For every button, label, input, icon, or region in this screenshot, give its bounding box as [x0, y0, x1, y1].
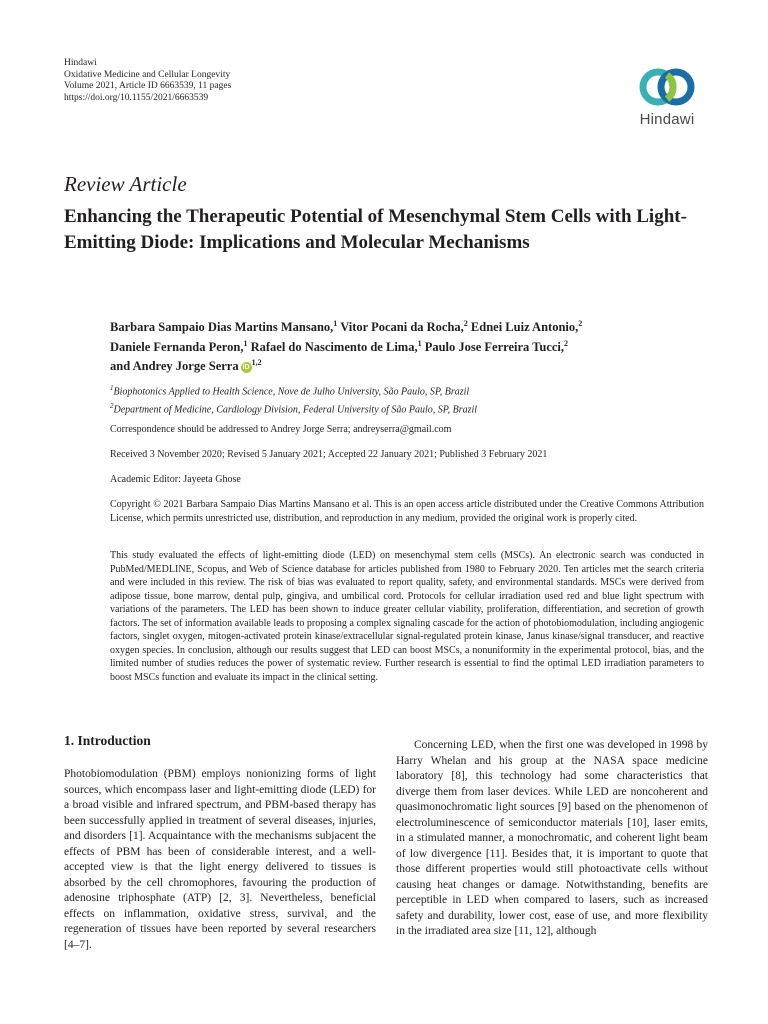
affiliations [110, 381, 477, 418]
abstract: This study evaluated the effects of light-emitting diode (LED) on mesenchymal stem cells (MSCs). An electronic search was conducted in PubMed/MEDLINE, Scopus, and Web of Science database for articles published from 1980 to February 2020. Ten articles met the search criteria and were included in this review. The risk of bias was evaluated to report quality, safety, and environmental standards. MSCs were derived from adipose tissue, bone marrow, dental pulp, gingiva, and umbilical cord. Protocols for cellular irradiation used red and blue light spectrum with variations of the parameters. The LED has been shown to induce greater cellular viability, proliferation, differentiation, and secretion of growth factors. The set of information available leads to proposing a complex signaling cascade for the action of photobiomodulation, including angiogenic factors, singlet oxygen, mitogen-activated protein kinase/extracellular signal-regulated protein kinase, Janus kinase/signal transducer, and reactive oxygen species. In conclusion, although our results suggest that LED can boost MSCs, a nonuniformity in the experimental protocol, bias, and the limited number of studies reduces the power of systematic review. Further research is essential to find the optimal LED irradiation parameters to boost MSCs function and evaluate its impact in the clinical setting. [110, 550, 704, 683]
journal-meta [64, 58, 231, 104]
copyright-notice: Copyright © 2021 Barbara Sampaio Dias Martins Mansano et al. This is an open access article distributed under the Creative Commons Attribution License, which permits unrestricted use, distribution, and reproduction in any medium, provided the original work is properly cited. [110, 499, 704, 524]
author[interactable]: Vitor Pocani da Rocha, [340, 320, 464, 334]
author[interactable]: Ednei Luiz Antonio, [470, 320, 579, 334]
author-affil-sup: 2 [564, 338, 569, 348]
author-affil-sup: 2 [578, 318, 583, 328]
article-type: Review Article [64, 172, 187, 196]
orcid-icon[interactable]: iD [242, 363, 250, 371]
hindawi-logo [628, 64, 706, 128]
author[interactable]: Rafael do Nascimento de Lima, [250, 339, 418, 354]
publication-dates: Received 3 November 2020; Revised 5 January 2021; Accepted 22 January 2021; Published 3 February 2021 [110, 449, 548, 460]
academic-editor: Academic Editor: Jayeeta Ghose [110, 474, 241, 485]
hindawi-logo-icon [636, 64, 698, 110]
author[interactable]: Barbara Sampaio Dias Martins Mansano, [110, 320, 334, 334]
author[interactable]: Daniele Fernanda Peron, [110, 339, 244, 354]
logo-text: Hindawi [639, 111, 695, 128]
doi-link[interactable]: https://doi.org/10.1155/2021/6663539 [64, 92, 209, 103]
affiliation-item: $^2$Department of Medicine, Cardiology Division, Federal University of São Paulo, SP, Brazil [110, 402, 478, 416]
author-affil-sup: 1,2 [251, 357, 262, 367]
author-affil-sup: 2 [463, 318, 468, 328]
body-column-right: Concerning LED, when the first one was developed in 1998 by Harry Whelan and his group at the NASA space medicine laboratory [8], this technology had some characteristics that diverge them from laser devices. While LED are noncoherent and quasimonochromatic light sources [9] based on the phenomenon of electroluminescence of semiconductor materials [10], laser emits, in a stimulated manner, a monochromatic, and coherent light beam of low divergence [11]. Besides that, it is important to quote that those different properties would still photoactivate cells without causing heat changes or damage. Notwithstanding, benefits are perceptible in LED when compared to lasers, such as increased safety and durability, lower cost, ease of use, and more flexibility in the irradiated area size [11, 12], although [396, 739, 708, 937]
publisher-name: Hindawi [64, 58, 97, 68]
author-affil-sup: 1 [417, 338, 422, 348]
article-title: Enhancing the Therapeutic Potential of Mesenchymal Stem Cells with Light-Emitting Diode: Implications and Molecular Mechanisms [64, 206, 687, 253]
author[interactable]: Paulo Jose Ferreira Tucci, [424, 339, 565, 354]
body-column-left: Photobiomodulation (PBM) employs nonionizing forms of light sources, which encompass laser and light-emitting diode (LED) for a broad visible and infrared spectrum, and PBM-based therapy has been successfully applied in treatment of several diseases, injuries, and disorders [1]. Acquaintance with the mechanisms subjacent the effects of PBM has been of considerable interest, and a well-accepted view is that the light energy delivered to tissues is absorbed by the cell chromophores, favouring the production of adenosine triphosphate (ATP) [2, 3]. Nevertheless, beneficial effects on inflammation, oxidative stress, survival, and the regeneration of tissues have been reported by several researchers [4–7]. [64, 768, 376, 951]
journal-name: Oxidative Medicine and Cellular Longevity [64, 69, 231, 80]
section-heading: 1. Introduction [64, 733, 151, 748]
volume-line: Volume 2021, Article ID 6663539, 11 pages [64, 81, 232, 91]
author-affil-sup: 1 [333, 318, 338, 328]
author-list [110, 318, 710, 377]
author[interactable]: and Andrey Jorge Serra [110, 359, 239, 373]
affiliation-item: $^1$Biophotonics Applied to Health Science, Nove de Julho University, São Paulo, SP, Brazil [110, 384, 470, 398]
author-affil-sup: 1 [243, 338, 248, 348]
correspondence: Correspondence should be addressed to Andrey Jorge Serra; andreyserra@gmail.com [110, 424, 452, 435]
